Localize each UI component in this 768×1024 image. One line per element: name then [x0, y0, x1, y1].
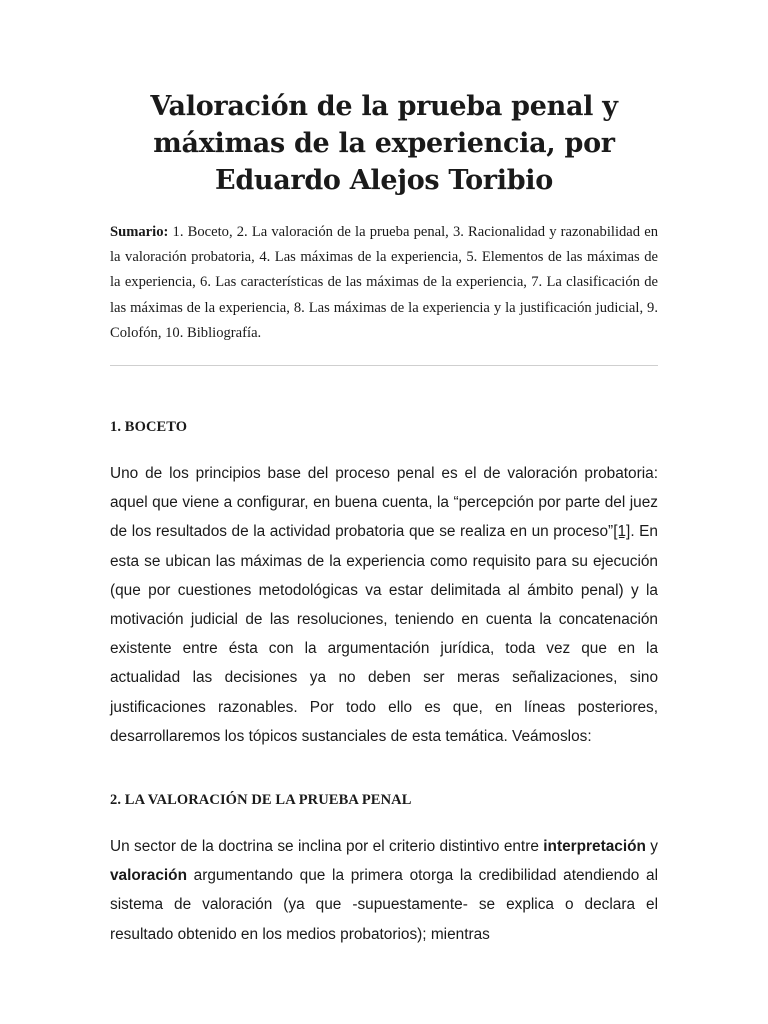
valoracion-text-2: y: [645, 838, 658, 856]
document-page: [110, 88, 658, 949]
boceto-text-end: . En esta se ubican las máximas de la experiencia como requisito para su ejecución (que por cuestiones metodológicas va estar delimitada al ámbito penal) y la motivación judicial de las resoluciones, teniendo en cuenta la concatenación existente entre ésta con la argumentación jurídica, toda vez que en la actualidad las decisiones ya no deben ser meras señalizaciones, sino justificaciones razonables. Por todo ello es que, en líneas posteriores, desarrollaremos los tópicos sustanciales de esta temática. Veámoslos:: [110, 523, 658, 745]
valoracion-text-3: argumentando que la primera otorga la credibilidad atendiendo al sistema de valoración (ya que -supuestamente- se explica o declara el resultado obtenido en los medios probatorios); mientras: [110, 867, 658, 943]
boceto-paragraph: [110, 459, 658, 751]
divider: [110, 365, 658, 366]
boceto-text-start: Uno de los principios base del proceso penal es el de valoración probatoria: aquel que viene a configurar, en buena cuenta, la “percepción por parte del juez de los resultados de la actividad probatoria que se realiza en un proceso”: [110, 465, 658, 541]
valoracion-text-1: Un sector de la doctrina se inclina por el criterio distintivo entre: [110, 838, 544, 856]
valoracion-paragraph: [110, 832, 658, 949]
term-valoracion: valoración: [110, 867, 187, 885]
summary-text: 1. Boceto, 2. La valoración de la prueba penal, 3. Racionalidad y razonabilidad en la valoración probatoria, 4. Las máximas de la experiencia, 5. Elementos de las máximas de la experiencia, 6. Las características de las máximas de la experiencia, 7. La clasificación de las máximas de la experiencia, 8. Las máximas de la experiencia y la justificación judicial, 9. Colofón, 10. Bibliografía.: [110, 224, 658, 341]
document-title: Valoración de la prueba penal y máximas de la experiencia, por Eduardo Alejos Toribio: [150, 91, 618, 196]
section-heading-valoracion: 2. LA VALORACIÓN DE LA PRUEBA PENAL: [110, 792, 412, 809]
footnote-link-1[interactable]: [1]: [613, 523, 631, 541]
summary-label: Sumario:: [110, 224, 169, 240]
term-interpretacion: interpretación: [543, 838, 646, 856]
summary-paragraph: [110, 220, 658, 346]
section-heading-boceto: 1. BOCETO: [110, 419, 188, 436]
